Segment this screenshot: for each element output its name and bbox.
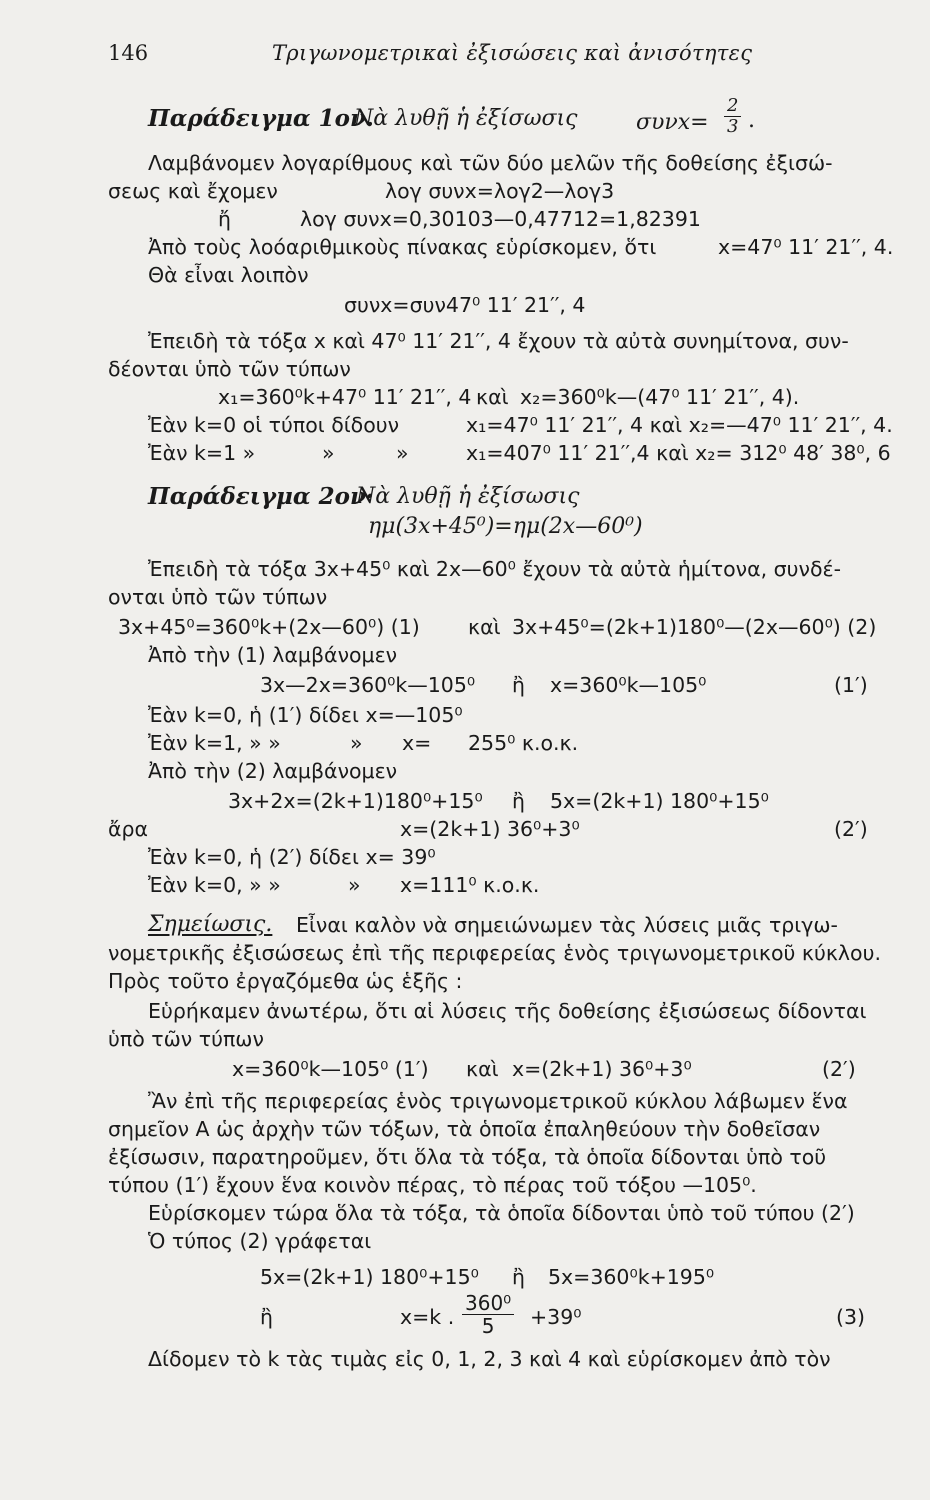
ex2-line2: ονται ὑπὸ τῶν τύπων (108, 585, 328, 609)
note-line14d: (3) (836, 1305, 866, 1329)
note-line5: ὑπὸ τῶν τύπων (108, 1027, 264, 1051)
example2-equation: ημ(3x+45⁰)=ημ(2x—60⁰) (368, 514, 643, 539)
ex2-line4: Ἀπὸ τὴν (1) λαμβάνομεν (148, 643, 398, 667)
ex1-line10b: x₁=47⁰ 11′ 21′′, 4 καὶ x₂=—47⁰ 11′ 21′′, 4. (466, 413, 893, 437)
note-heading: Σημείωσις. (148, 912, 273, 937)
ex2-line9c: 5x=(2k+1) 180⁰+15⁰ (550, 789, 769, 813)
ex1-line2a: σεως καὶ ἔχομεν (108, 179, 278, 203)
ex2-line3a: 3x+45⁰=360⁰k+(2x—60⁰) (1) (118, 615, 420, 639)
note-line8: σημεῖον A ὡς ἀρχὴν τῶν τόξων, τὰ ὁποῖα ἐπαληθεύουν τὴν δοθεῖσαν (108, 1117, 821, 1141)
fraction-numerator: 2 (724, 96, 741, 117)
ex1-line11d: x₁=407⁰ 11′ 21′′,4 καὶ x₂= 312⁰ 48′ 38⁰, 6 (466, 441, 891, 465)
note-line12: Ὁ τύπος (2) γράφεται (148, 1229, 372, 1253)
ex2-line11: Ἐὰν k=0, ἡ (2′) δίδει x= 39⁰ (148, 845, 436, 869)
note-line13c: 5x=360⁰k+195⁰ (548, 1265, 715, 1289)
ex2-line10a: ἄρα (108, 817, 149, 841)
ex2-line7d: 255⁰ κ.ο.κ. (468, 731, 579, 755)
ex1-line9b: καὶ (476, 385, 509, 409)
note-line6b: καὶ (466, 1057, 499, 1081)
ex2-line9a: 3x+2x=(2k+1)180⁰+15⁰ (228, 789, 483, 813)
example1-statement: Νὰ λυθῇ ἡ ἐξίσωσις (354, 106, 578, 131)
ex2-line7c: x= (402, 731, 432, 755)
note-line4: Εὑρήκαμεν ἀνωτέρω, ὅτι αἱ λύσεις τῆς δοθείσης ἐξισώσεως δίδονται (148, 999, 867, 1023)
ex1-line3b: λογ συνx=0,30103—0,47712=1,82391 (300, 207, 701, 231)
ex1-line11b: » (322, 441, 335, 465)
ex2-line1: Ἐπειδὴ τὰ τόξα 3x+45⁰ καὶ 2x—60⁰ ἔχουν τὰ αὐτὰ ἡμίτονα, συνδέ- (148, 557, 842, 581)
example1-fraction (724, 96, 741, 137)
ex2-line12c: x=111⁰ κ.ο.κ. (400, 873, 540, 897)
ex2-line7a: Ἐὰν k=1, » » (148, 731, 281, 755)
note-line6c: x=(2k+1) 36⁰+3⁰ (512, 1057, 692, 1081)
note-line15: Δίδομεν τὸ k τὰς τιμὰς εἰς 0, 1, 2, 3 καὶ 4 καὶ εὑρίσκομεν ἀπὸ τὸν (148, 1347, 831, 1371)
ex1-line2b: λογ συνx=λογ2—λογ3 (385, 179, 615, 203)
ex2-line3b: καὶ (468, 615, 501, 639)
note-line6d: (2′) (822, 1057, 856, 1081)
note-line7: Ἂν ἐπὶ τῆς περιφερείας ἑνὸς τριγωνομετρικοῦ κύκλου λάβωμεν ἕνα (148, 1089, 848, 1113)
example1-equation-left: συνx= (636, 110, 709, 135)
ex2-line5b: ἢ (512, 673, 525, 697)
ex2-line12a: Ἐὰν k=0, » » (148, 873, 281, 897)
ex2-line10b: x=(2k+1) 36⁰+3⁰ (400, 817, 580, 841)
ex2-line10c: (2′) (834, 817, 868, 841)
fraction-denominator: 5 (481, 1314, 495, 1338)
note-line3: Πρὸς τοῦτο ἐργαζόμεθα ὡς ἑξῆς : (108, 969, 463, 993)
ex1-line5: Θὰ εἶναι λοιπὸν (148, 263, 309, 287)
example1-heading: Παράδειγμα 1ον. (148, 105, 374, 132)
ex1-line4b: x=47⁰ 11′ 21′′, 4. (718, 235, 894, 259)
ex1-line8: δέονται ὑπὸ τῶν τύπων (108, 357, 351, 381)
ex1-line3a: ἤ (218, 207, 231, 231)
example2-statement: Νὰ λυθῇ ἡ ἐξίσωσις (356, 484, 580, 509)
ex2-line5d: (1′) (834, 673, 868, 697)
example1-equation-period: . (748, 108, 755, 133)
note-line1: Εἶναι καλὸν νὰ σημειώνωμεν τὰς λύσεις μιᾶς τριγω- (296, 913, 838, 937)
ex2-line8: Ἀπὸ τὴν (2) λαμβάνομεν (148, 759, 398, 783)
example2-heading: Παράδειγμα 2ον· (148, 483, 374, 510)
ex1-line4a: Ἀπὸ τοὺς λοόαριθμικοὺς πίνακας εὑρίσκομεν, ὅτι (148, 235, 657, 259)
note-line13b: ἢ (512, 1265, 525, 1289)
page-number: 146 (108, 41, 149, 65)
note-line11: Εὑρίσκομεν τώρα ὅλα τὰ τόξα, τὰ ὁποῖα δίδονται ὑπὸ τοῦ τύπου (2′) (148, 1201, 855, 1225)
ex2-line6: Ἐὰν k=0, ἡ (1′) δίδει x=—105⁰ (148, 703, 463, 727)
note-line2: νομετρικῆς ἐξισώσεως ἐπὶ τῆς περιφερείας ἑνὸς τριγωνομετρικοῦ κύκλου. (108, 941, 881, 965)
ex2-line9b: ἢ (512, 789, 525, 813)
note-line14b: x=k . (400, 1305, 455, 1329)
ex1-line9a: x₁=360⁰k+47⁰ 11′ 21′′, 4 (218, 385, 472, 409)
ex1-line7: Ἐπειδὴ τὰ τόξα x καὶ 47⁰ 11′ 21′′, 4 ἔχουν τὰ αὐτὰ συνημίτονα, συν- (148, 329, 849, 353)
ex2-line7b: » (350, 731, 363, 755)
ex2-line5c: x=360⁰k—105⁰ (550, 673, 707, 697)
ex2-line12b: » (348, 873, 361, 897)
fraction-denominator: 3 (727, 116, 739, 137)
note-line14c: +39⁰ (530, 1305, 582, 1329)
ex1-line11a: Ἐὰν k=1 » (148, 441, 256, 465)
note-line9: ἐξίσωσιν, παρατηροῦμεν, ὅτι ὅλα τὰ τόξα, τὰ ὁποῖα δίδονται ὑπὸ τοῦ (108, 1145, 827, 1169)
note-line14a: ἢ (260, 1305, 273, 1329)
note-line10: τύπου (1′) ἔχουν ἕνα κοινὸν πέρας, τὸ πέρας τοῦ τόξου —105⁰. (108, 1173, 757, 1197)
note-fraction (462, 1292, 514, 1337)
note-line13a: 5x=(2k+1) 180⁰+15⁰ (260, 1265, 479, 1289)
ex1-line6: συνx=συν47⁰ 11′ 21′′, 4 (344, 293, 586, 317)
note-line6a: x=360⁰k—105⁰ (1′) (232, 1057, 429, 1081)
running-title: Τριγωνομετρικαὶ ἐξισώσεις καὶ ἀνισότητες (272, 41, 753, 65)
ex1-line10a: Ἐὰν k=0 οἱ τύποι δίδουν (148, 413, 400, 437)
ex1-line9c: x₂=360⁰k—(47⁰ 11′ 21′′, 4). (520, 385, 800, 409)
ex2-line5a: 3x—2x=360⁰k—105⁰ (260, 673, 476, 697)
ex2-line3c: 3x+45⁰=(2k+1)180⁰—(2x—60⁰) (2) (512, 615, 877, 639)
ex1-line11c: » (396, 441, 409, 465)
ex1-line1: Λαμβάνομεν λογαρίθμους καὶ τῶν δύο μελῶν τῆς δοθείσης ἐξισώ- (148, 151, 833, 175)
fraction-numerator: 360⁰ (462, 1292, 514, 1315)
